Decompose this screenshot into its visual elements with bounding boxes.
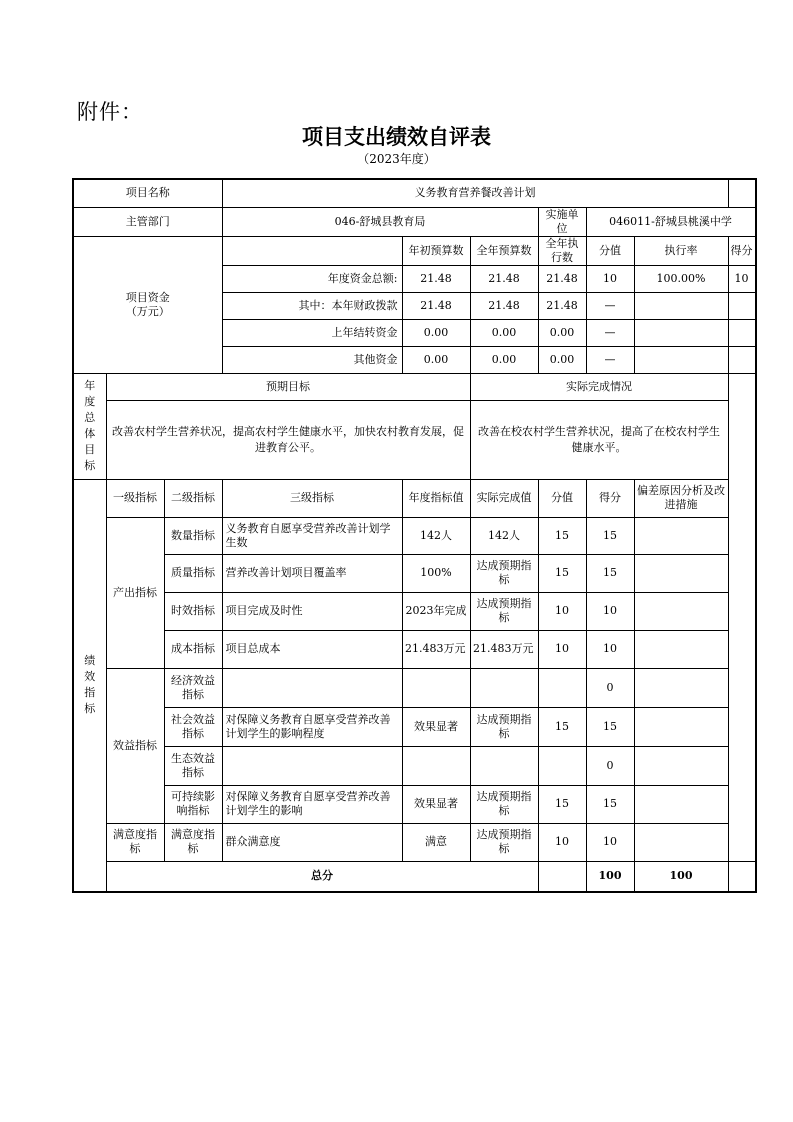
funds-header: 全年预算数 [470, 236, 538, 265]
score-cell: 10 [586, 823, 634, 861]
note-cell [634, 630, 728, 668]
funds-cell: — [586, 319, 634, 346]
funds-header: 得分 [728, 236, 756, 265]
level2-cell: 社会效益指标 [164, 707, 222, 746]
goals-expected-header: 预期目标 [106, 373, 470, 400]
unit-value: 046011-舒城县桃溪中学 [586, 207, 756, 236]
level3-cell [222, 668, 402, 707]
funds-row-label: 其他资金 [222, 346, 402, 373]
target-cell: 21.483万元 [402, 630, 470, 668]
level2-cell: 时效指标 [164, 592, 222, 630]
page-title: 项目支出绩效自评表 [302, 125, 491, 149]
score-cell: 15 [586, 554, 634, 592]
funds-header: 年初预算数 [402, 236, 470, 265]
target-cell: 效果显著 [402, 785, 470, 823]
funds-cell [634, 319, 728, 346]
weight-cell: 15 [538, 554, 586, 592]
funds-row-label: 其中：本年财政拨款 [222, 292, 402, 319]
level2-cell: 数量指标 [164, 517, 222, 554]
funds-row-label: 上年结转资金 [222, 319, 402, 346]
weight-cell [538, 746, 586, 785]
actual-cell: 达成预期指标 [470, 785, 538, 823]
goals-actual-text: 改善在校农村学生营养状况，提高了在校农村学生健康水平。 [470, 400, 728, 479]
target-cell: 满意 [402, 823, 470, 861]
level3-cell: 营养改善计划项目覆盖率 [222, 554, 402, 592]
unit-label: 实施单位 [538, 207, 586, 236]
score-cell: 10 [586, 630, 634, 668]
note-cell [634, 517, 728, 554]
total-score: 100 [634, 861, 728, 892]
level3-cell: 义务教育自愿享受营养改善计划学生数 [222, 517, 402, 554]
attachment-label: 附件： [77, 100, 143, 124]
funds-header-blank [222, 236, 402, 265]
score-cell: 15 [586, 785, 634, 823]
level3-cell: 对保障义务教育自愿享受营养改善计划学生的影响 [222, 785, 402, 823]
indicator-header: 偏差原因分析及改进措施 [634, 479, 728, 517]
note-cell [634, 785, 728, 823]
note-cell [634, 746, 728, 785]
score-cell: 15 [586, 517, 634, 554]
level3-cell: 项目完成及时性 [222, 592, 402, 630]
funds-header: 全年执行数 [538, 236, 586, 265]
funds-header: 执行率 [634, 236, 728, 265]
indicator-header: 实际完成值 [470, 479, 538, 517]
indicator-header: 二级指标 [164, 479, 222, 517]
total-weight: 100 [586, 861, 634, 892]
level2-cell: 成本指标 [164, 630, 222, 668]
funds-label-line2: （万元） [125, 304, 170, 318]
weight-cell: 10 [538, 823, 586, 861]
indicator-header: 一级指标 [106, 479, 164, 517]
score-cell: 0 [586, 668, 634, 707]
weight-cell: 15 [538, 707, 586, 746]
funds-cell: 0.00 [402, 346, 470, 373]
funds-cell [728, 319, 756, 346]
target-cell [402, 668, 470, 707]
funds-cell: — [586, 346, 634, 373]
score-cell: 10 [586, 592, 634, 630]
funds-cell: 21.48 [402, 265, 470, 292]
funds-cell: 0.00 [470, 346, 538, 373]
level2-cell: 质量指标 [164, 554, 222, 592]
indicators-label-text: 绩效指标 [84, 654, 96, 716]
indicator-header: 得分 [586, 479, 634, 517]
funds-cell [634, 292, 728, 319]
level2-cell: 经济效益指标 [164, 668, 222, 707]
funds-cell: 0.00 [538, 346, 586, 373]
project-name-value: 义务教育营养餐改善计划 [222, 179, 728, 207]
funds-cell: 10 [728, 265, 756, 292]
actual-cell: 142人 [470, 517, 538, 554]
indicator-header: 分值 [538, 479, 586, 517]
goals-label [73, 373, 106, 479]
funds-cell: 0.00 [402, 319, 470, 346]
goals-expected-text: 改善农村学生营养状况，提高农村学生健康水平，加快农村教育发展，促进教育公平。 [106, 400, 470, 479]
actual-cell: 达成预期指标 [470, 707, 538, 746]
funds-row-label: 年度资金总额: [222, 265, 402, 292]
actual-cell: 达成预期指标 [470, 554, 538, 592]
actual-cell: 达成预期指标 [470, 823, 538, 861]
target-cell: 效果显著 [402, 707, 470, 746]
level3-cell [222, 746, 402, 785]
goals-label-text: 年度总体目标 [84, 379, 96, 472]
project-name-label: 项目名称 [73, 179, 222, 207]
target-cell: 100% [402, 554, 470, 592]
level1-output: 产出指标 [106, 517, 164, 668]
dept-value: 046-舒城县教育局 [222, 207, 538, 236]
total-actual-blank [538, 861, 586, 892]
funds-cell: 21.48 [538, 265, 586, 292]
note-cell [634, 823, 728, 861]
note-cell [634, 592, 728, 630]
target-cell: 142人 [402, 517, 470, 554]
note-cell [634, 668, 728, 707]
total-note-blank [728, 861, 756, 892]
funds-header: 分值 [586, 236, 634, 265]
dept-label: 主管部门 [73, 207, 222, 236]
funds-cell: 21.48 [538, 292, 586, 319]
weight-cell: 10 [538, 630, 586, 668]
actual-cell: 达成预期指标 [470, 592, 538, 630]
funds-cell [728, 346, 756, 373]
score-cell: 0 [586, 746, 634, 785]
funds-label-line1: 项目资金 [125, 290, 170, 304]
level1-satisfaction: 满意度指标 [106, 823, 164, 861]
goals-actual-header: 实际完成情况 [470, 373, 728, 400]
note-cell [634, 554, 728, 592]
level3-cell: 项目总成本 [222, 630, 402, 668]
total-label: 总分 [106, 861, 538, 892]
target-cell [402, 746, 470, 785]
funds-cell: 21.48 [470, 292, 538, 319]
indicators-label [73, 479, 106, 892]
level3-cell: 对保障义务教育自愿享受营养改善计划学生的影响程度 [222, 707, 402, 746]
funds-cell: 10 [586, 265, 634, 292]
target-cell: 2023年完成 [402, 592, 470, 630]
level2-cell: 可持续影响指标 [164, 785, 222, 823]
indicator-header: 三级指标 [222, 479, 402, 517]
funds-cell [634, 346, 728, 373]
self-evaluation-table [72, 178, 757, 893]
funds-cell [728, 292, 756, 319]
actual-cell [470, 746, 538, 785]
page-subtitle: （2023年度） [357, 152, 436, 166]
weight-cell: 15 [538, 517, 586, 554]
funds-cell: 0.00 [538, 319, 586, 346]
funds-cell: — [586, 292, 634, 319]
funds-label [73, 236, 222, 373]
level1-benefit: 效益指标 [106, 668, 164, 823]
funds-cell: 100.00% [634, 265, 728, 292]
level2-cell: 生态效益指标 [164, 746, 222, 785]
score-cell: 15 [586, 707, 634, 746]
funds-cell: 0.00 [470, 319, 538, 346]
weight-cell [538, 668, 586, 707]
weight-cell: 10 [538, 592, 586, 630]
funds-cell: 21.48 [470, 265, 538, 292]
funds-cell: 21.48 [402, 292, 470, 319]
note-cell [634, 707, 728, 746]
level2-cell: 满意度指标 [164, 823, 222, 861]
actual-cell: 21.483万元 [470, 630, 538, 668]
actual-cell [470, 668, 538, 707]
weight-cell: 15 [538, 785, 586, 823]
indicator-header: 年度指标值 [402, 479, 470, 517]
level3-cell: 群众满意度 [222, 823, 402, 861]
